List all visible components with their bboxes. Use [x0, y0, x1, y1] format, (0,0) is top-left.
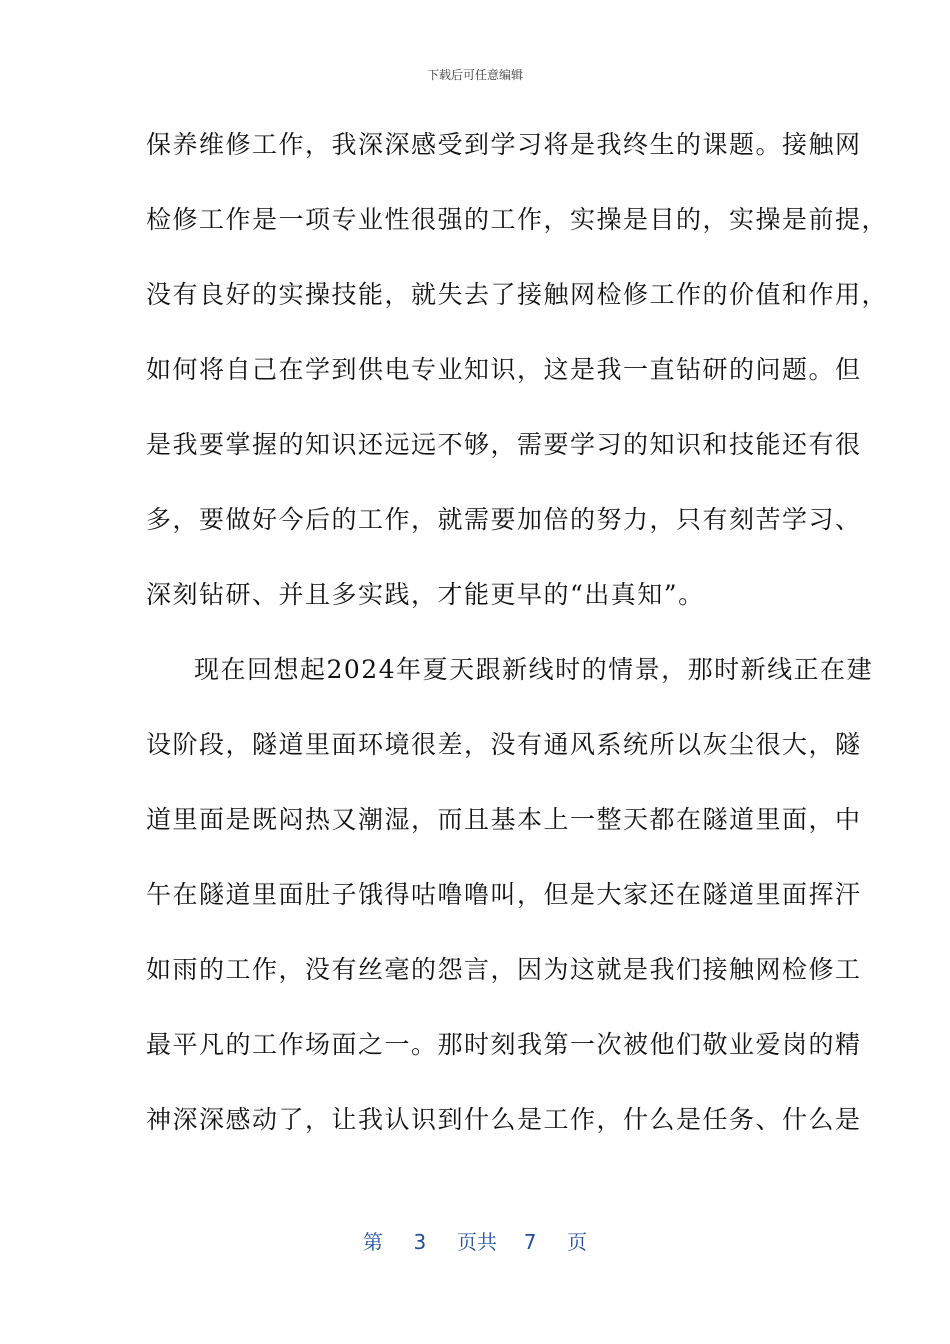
- paragraph-first-line: 现在回想起2024年夏天跟新线时的情景，那时新线正在建: [194, 655, 874, 684]
- page-label-prefix: 第: [362, 1230, 383, 1254]
- page-label-suffix: 页: [567, 1230, 588, 1254]
- body-line: 神深深感动了，让我认识到什么是工作，什么是任务、什么是: [146, 1105, 862, 1134]
- body-line: 多，要做好今后的工作，就需要加倍的努力，只有刻苦学习、: [146, 505, 862, 534]
- body-line: 深刻钻研、并且多实践，才能更早的“出真知”。: [146, 580, 705, 609]
- current-page-number: 3: [413, 1230, 427, 1254]
- body-line: 没有良好的实操技能，就失去了接触网检修工作的价值和作用，: [146, 280, 889, 309]
- page-label-mid: 页共: [457, 1230, 497, 1254]
- body-line: 是我要掌握的知识还远远不够，需要学习的知识和技能还有很: [146, 430, 862, 459]
- document-header-note: 下载后可任意编辑: [426, 68, 523, 82]
- body-line: 如雨的工作，没有丝毫的怨言，因为这就是我们接触网检修工: [146, 955, 862, 984]
- body-line: 设阶段，隧道里面环境很差，没有通风系统所以灰尘很大，隧: [146, 730, 862, 759]
- body-line: 检修工作是一项专业性很强的工作，实操是目的，实操是前提，: [146, 205, 889, 234]
- body-line: 午在隧道里面肚子饿得咕噜噜叫，但是大家还在隧道里面挥汗: [146, 880, 862, 909]
- body-line: 保养维修工作，我深深感受到学习将是我终生的课题。接触网: [146, 130, 862, 159]
- body-line: 如何将自己在学到供电专业知识，这是我一直钻研的问题。但: [146, 355, 862, 384]
- total-pages-number: 7: [523, 1230, 537, 1254]
- body-line: 道里面是既闷热又潮湿，而且基本上一整天都在隧道里面，中: [146, 805, 862, 834]
- page-footer: [0, 1226, 950, 1255]
- body-line: 最平凡的工作场面之一。那时刻我第一次被他们敬业爱岗的精: [146, 1030, 862, 1059]
